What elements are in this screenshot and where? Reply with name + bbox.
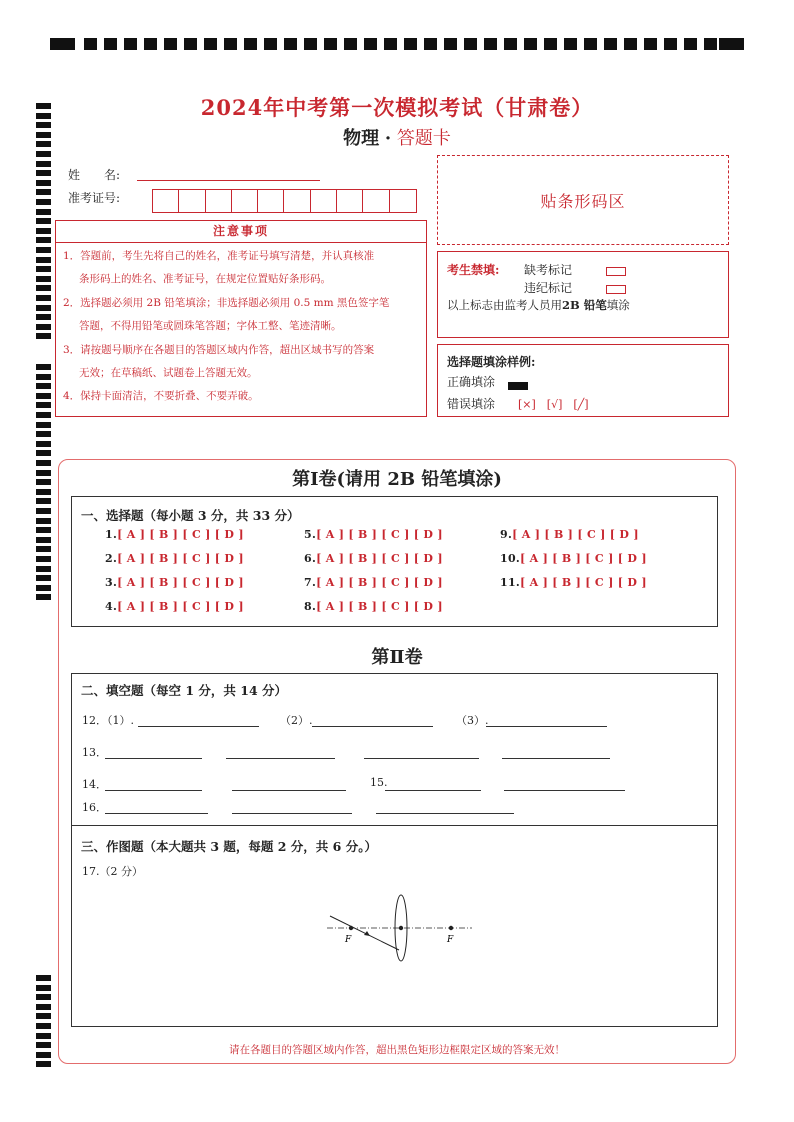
wrong-fill-marks: [×] [√] [╱] bbox=[518, 398, 589, 411]
timing-mark bbox=[344, 38, 357, 50]
question-number: 2. bbox=[105, 552, 118, 565]
timing-mark bbox=[324, 38, 337, 50]
fill-section-title: 二、填空题（每空 1 分，共 14 分） bbox=[81, 683, 288, 698]
timing-mark bbox=[36, 161, 51, 167]
q16-blank-1[interactable] bbox=[105, 813, 208, 814]
volume-2-title: 第Ⅱ卷 bbox=[371, 647, 423, 668]
timing-mark bbox=[36, 546, 51, 552]
candidate-forbidden-box bbox=[437, 251, 729, 338]
timing-mark bbox=[544, 38, 557, 50]
timing-mark bbox=[36, 305, 51, 311]
timing-mark bbox=[36, 209, 51, 215]
question-number: 8. bbox=[304, 600, 317, 613]
question-number: 10. bbox=[500, 552, 521, 565]
timing-mark bbox=[164, 38, 177, 50]
q15-blank-2[interactable] bbox=[504, 790, 625, 791]
timing-mark bbox=[36, 374, 51, 380]
notice-item-1: 1．答题前，考生先将自己的姓名，准考证号填写清楚，并认真核准 条形码上的姓名、准考证号，在规定位置贴好条形码。 bbox=[63, 250, 375, 285]
choice-section-title: 一、选择题（每小题 3 分，共 33 分） bbox=[81, 508, 300, 523]
correct-fill-mark bbox=[508, 375, 528, 394]
choice-q10[interactable] bbox=[500, 552, 647, 565]
wrong-fill-label: 错误填涂 bbox=[447, 397, 496, 411]
timing-mark bbox=[184, 38, 197, 50]
timing-mark bbox=[36, 556, 51, 562]
choice-q11[interactable] bbox=[500, 576, 647, 589]
timing-mark bbox=[36, 994, 51, 1000]
answer-options[interactable]: [ A ] [ B ] [ C ] [ D ] bbox=[316, 600, 443, 613]
q13-blank-1[interactable] bbox=[105, 758, 202, 759]
timing-mark bbox=[36, 1004, 51, 1010]
subtitle-dot: · bbox=[384, 128, 392, 149]
timing-mark bbox=[36, 180, 51, 186]
timing-mark bbox=[36, 285, 51, 291]
timing-mark bbox=[36, 518, 51, 524]
timing-mark bbox=[36, 985, 51, 991]
q16-blank-3[interactable] bbox=[376, 813, 514, 814]
answer-card-subtitle bbox=[0, 124, 794, 150]
focus-point-right bbox=[449, 926, 453, 930]
timing-mark bbox=[36, 189, 51, 195]
choice-q8[interactable] bbox=[304, 600, 443, 613]
answer-card-label: 答题卡 bbox=[396, 128, 451, 149]
answer-options[interactable]: [ A ] [ B ] [ C ] [ D ] bbox=[316, 528, 443, 541]
timing-mark bbox=[384, 38, 397, 50]
timing-mark bbox=[36, 170, 51, 176]
timing-mark bbox=[36, 1013, 51, 1019]
answer-options[interactable]: [ A ] [ B ] [ C ] [ D ] bbox=[117, 600, 244, 613]
question-number: 7. bbox=[304, 576, 317, 589]
absent-mark-box[interactable] bbox=[606, 261, 626, 280]
timing-mark bbox=[704, 38, 717, 50]
q15-blank-1[interactable] bbox=[385, 790, 481, 791]
question-number: 11. bbox=[500, 576, 521, 589]
timing-mark bbox=[36, 575, 51, 581]
timing-mark bbox=[36, 450, 51, 456]
timing-mark bbox=[424, 38, 437, 50]
ban-note: 以上标志由监考人员用2B 铅笔填涂 bbox=[447, 298, 630, 312]
timing-mark bbox=[36, 237, 51, 243]
convex-lens-diagram[interactable] bbox=[322, 886, 482, 966]
answer-options[interactable]: [ A ] [ B ] [ C ] [ D ] bbox=[512, 528, 639, 541]
timing-mark bbox=[36, 498, 51, 504]
timing-mark bbox=[36, 1061, 51, 1067]
timing-mark bbox=[36, 402, 51, 408]
timing-mark bbox=[36, 1023, 51, 1029]
answer-options[interactable]: [ A ] [ B ] [ C ] [ D ] bbox=[117, 576, 244, 589]
question-number: 5. bbox=[304, 528, 317, 541]
timing-mark bbox=[564, 38, 577, 50]
timing-mark bbox=[304, 38, 317, 50]
timing-mark bbox=[36, 199, 51, 205]
timing-mark bbox=[36, 508, 51, 514]
q14-blank-2[interactable] bbox=[232, 790, 346, 791]
timing-mark bbox=[464, 38, 477, 50]
timing-mark bbox=[36, 151, 51, 157]
timing-mark bbox=[36, 257, 51, 263]
question-number: 1. bbox=[105, 528, 118, 541]
timing-mark bbox=[204, 38, 217, 50]
timing-mark bbox=[484, 38, 497, 50]
sample-heading: 选择题填涂样例: bbox=[447, 355, 536, 369]
q13-blank-2[interactable] bbox=[226, 758, 335, 759]
q16-blank-2[interactable] bbox=[232, 813, 352, 814]
timing-mark bbox=[624, 38, 637, 50]
answer-options[interactable]: [ A ] [ B ] [ C ] [ D ] bbox=[117, 528, 244, 541]
timing-mark bbox=[36, 393, 51, 399]
timing-mark bbox=[224, 38, 237, 50]
violation-mark-label: 违纪标记 bbox=[524, 281, 573, 295]
timing-mark bbox=[104, 38, 117, 50]
timing-mark bbox=[684, 38, 697, 50]
optical-center bbox=[399, 926, 403, 930]
notice-heading: 注意事项 bbox=[56, 221, 426, 243]
timing-mark bbox=[36, 537, 51, 543]
timing-mark bbox=[264, 38, 277, 50]
answer-options[interactable]: [ A ] [ B ] [ C ] [ D ] bbox=[316, 576, 443, 589]
timing-mark bbox=[36, 585, 51, 591]
timing-mark bbox=[50, 38, 75, 50]
timing-mark bbox=[584, 38, 597, 50]
q12-label: 12．（1）. bbox=[82, 714, 134, 727]
timing-mark bbox=[36, 566, 51, 572]
choice-section bbox=[71, 496, 718, 627]
fill-sample-box bbox=[437, 344, 729, 417]
timing-mark bbox=[36, 218, 51, 224]
timing-mark bbox=[36, 1033, 51, 1039]
choice-q7[interactable] bbox=[304, 576, 443, 589]
timing-mark bbox=[36, 266, 51, 272]
q12-blank-2[interactable] bbox=[312, 726, 433, 727]
answer-options[interactable]: [ A ] [ B ] [ C ] [ D ] bbox=[117, 552, 244, 565]
answer-options[interactable]: [ A ] [ B ] [ C ] [ D ] bbox=[316, 552, 443, 565]
q13-blank-4[interactable] bbox=[502, 758, 610, 759]
timing-mark bbox=[284, 38, 297, 50]
absent-mark-label: 缺考标记 bbox=[524, 263, 573, 277]
timing-mark bbox=[36, 383, 51, 389]
notice-box bbox=[55, 220, 427, 417]
exam-id-boxes[interactable] bbox=[152, 189, 417, 213]
question-number: 4. bbox=[105, 600, 118, 613]
timing-mark bbox=[36, 441, 51, 447]
timing-mark bbox=[36, 228, 51, 234]
q15-label: 15. bbox=[370, 776, 388, 789]
timing-mark bbox=[364, 38, 377, 50]
notice-item-3: 3．请按题号顺序在各题目的答题区域内作答，超出区域书写的答案 无效；在草稿纸、试题卷上答题无效。 bbox=[63, 344, 375, 379]
drawing-section bbox=[71, 825, 718, 1027]
timing-mark bbox=[36, 324, 51, 330]
focus-label-left: F bbox=[345, 935, 352, 945]
timing-mark bbox=[36, 422, 51, 428]
timing-mark bbox=[144, 38, 157, 50]
answer-options[interactable]: [ A ] [ B ] [ C ] [ D ] bbox=[520, 552, 647, 565]
timing-mark bbox=[36, 333, 51, 339]
timing-mark bbox=[604, 38, 617, 50]
timing-mark bbox=[36, 594, 51, 600]
focus-label-right: F bbox=[447, 935, 454, 945]
question-number: 3. bbox=[105, 576, 118, 589]
footer-warning: 请在各题目的答题区域内作答，超出黑色矩形边框限定区域的答案无效！ bbox=[229, 1044, 565, 1056]
timing-mark bbox=[36, 431, 51, 437]
q12-blank-3[interactable] bbox=[486, 726, 607, 727]
timing-mark bbox=[36, 412, 51, 418]
choice-q3[interactable] bbox=[105, 576, 244, 589]
q16-label: 16． bbox=[82, 801, 107, 814]
drawing-section-title: 三、作图题（本大题共 3 题，每题 2 分，共 6 分。） bbox=[81, 839, 377, 854]
timing-mark bbox=[644, 38, 657, 50]
notice-item-4: 4．保持卡面清洁，不要折叠、不要弄破。 bbox=[63, 390, 259, 402]
timing-mark bbox=[36, 527, 51, 533]
choice-q5[interactable] bbox=[304, 528, 443, 541]
barcode-area: 贴条形码区 bbox=[437, 155, 729, 245]
exam-title: 2024年中考第一次模拟考试（甘肃卷） bbox=[200, 95, 594, 120]
notice-item-2: 2．选择题必须用 2B 铅笔填涂；非选择题必须用 0.5 mm 黑色签字笔 答题，不得用铅笔或圆珠笔答题；字体工整、笔迹清晰。 bbox=[63, 297, 390, 332]
q14-label: 14． bbox=[82, 778, 107, 791]
timing-mark bbox=[36, 247, 51, 253]
q13-label: 13． bbox=[82, 746, 107, 759]
q12-2-label: （2）. bbox=[280, 714, 313, 727]
choice-q2[interactable] bbox=[105, 552, 244, 565]
name-field[interactable] bbox=[137, 180, 320, 181]
timing-mark bbox=[504, 38, 517, 50]
correct-fill-label: 正确填涂 bbox=[447, 375, 496, 389]
timing-mark bbox=[36, 975, 51, 981]
q12-blank-1[interactable] bbox=[138, 726, 259, 727]
choice-q4[interactable] bbox=[105, 600, 244, 613]
answer-options[interactable]: [ A ] [ B ] [ C ] [ D ] bbox=[520, 576, 647, 589]
timing-mark bbox=[36, 295, 51, 301]
timing-mark bbox=[664, 38, 677, 50]
question-number: 9. bbox=[500, 528, 513, 541]
violation-mark-box[interactable] bbox=[606, 279, 626, 298]
timing-mark bbox=[36, 314, 51, 320]
choice-q9[interactable] bbox=[500, 528, 639, 541]
timing-mark bbox=[444, 38, 457, 50]
name-label: 姓 名: bbox=[68, 168, 121, 182]
q12-3-label: （3）. bbox=[456, 714, 489, 727]
q17-label: 17.（2 分） bbox=[82, 865, 143, 878]
timing-mark bbox=[36, 276, 51, 282]
timing-mark bbox=[124, 38, 137, 50]
timing-mark bbox=[524, 38, 537, 50]
incident-ray bbox=[330, 916, 399, 950]
timing-mark bbox=[404, 38, 417, 50]
choice-q6[interactable] bbox=[304, 552, 443, 565]
timing-mark bbox=[84, 38, 97, 50]
timing-marks-top bbox=[50, 38, 744, 50]
volume-1-title: 第Ⅰ卷(请用 2B 铅笔填涂) bbox=[292, 469, 502, 490]
ban-label: 考生禁填: bbox=[447, 263, 500, 277]
timing-mark bbox=[36, 364, 51, 370]
timing-mark bbox=[719, 38, 744, 50]
subject: 物理 bbox=[343, 128, 380, 149]
exam-id-label: 准考证号: bbox=[68, 191, 121, 205]
q13-blank-3[interactable] bbox=[364, 758, 479, 759]
choice-q1[interactable] bbox=[105, 528, 244, 541]
question-number: 6. bbox=[304, 552, 317, 565]
timing-mark bbox=[244, 38, 257, 50]
q14-blank-1[interactable] bbox=[105, 790, 202, 791]
fill-section bbox=[71, 673, 718, 826]
